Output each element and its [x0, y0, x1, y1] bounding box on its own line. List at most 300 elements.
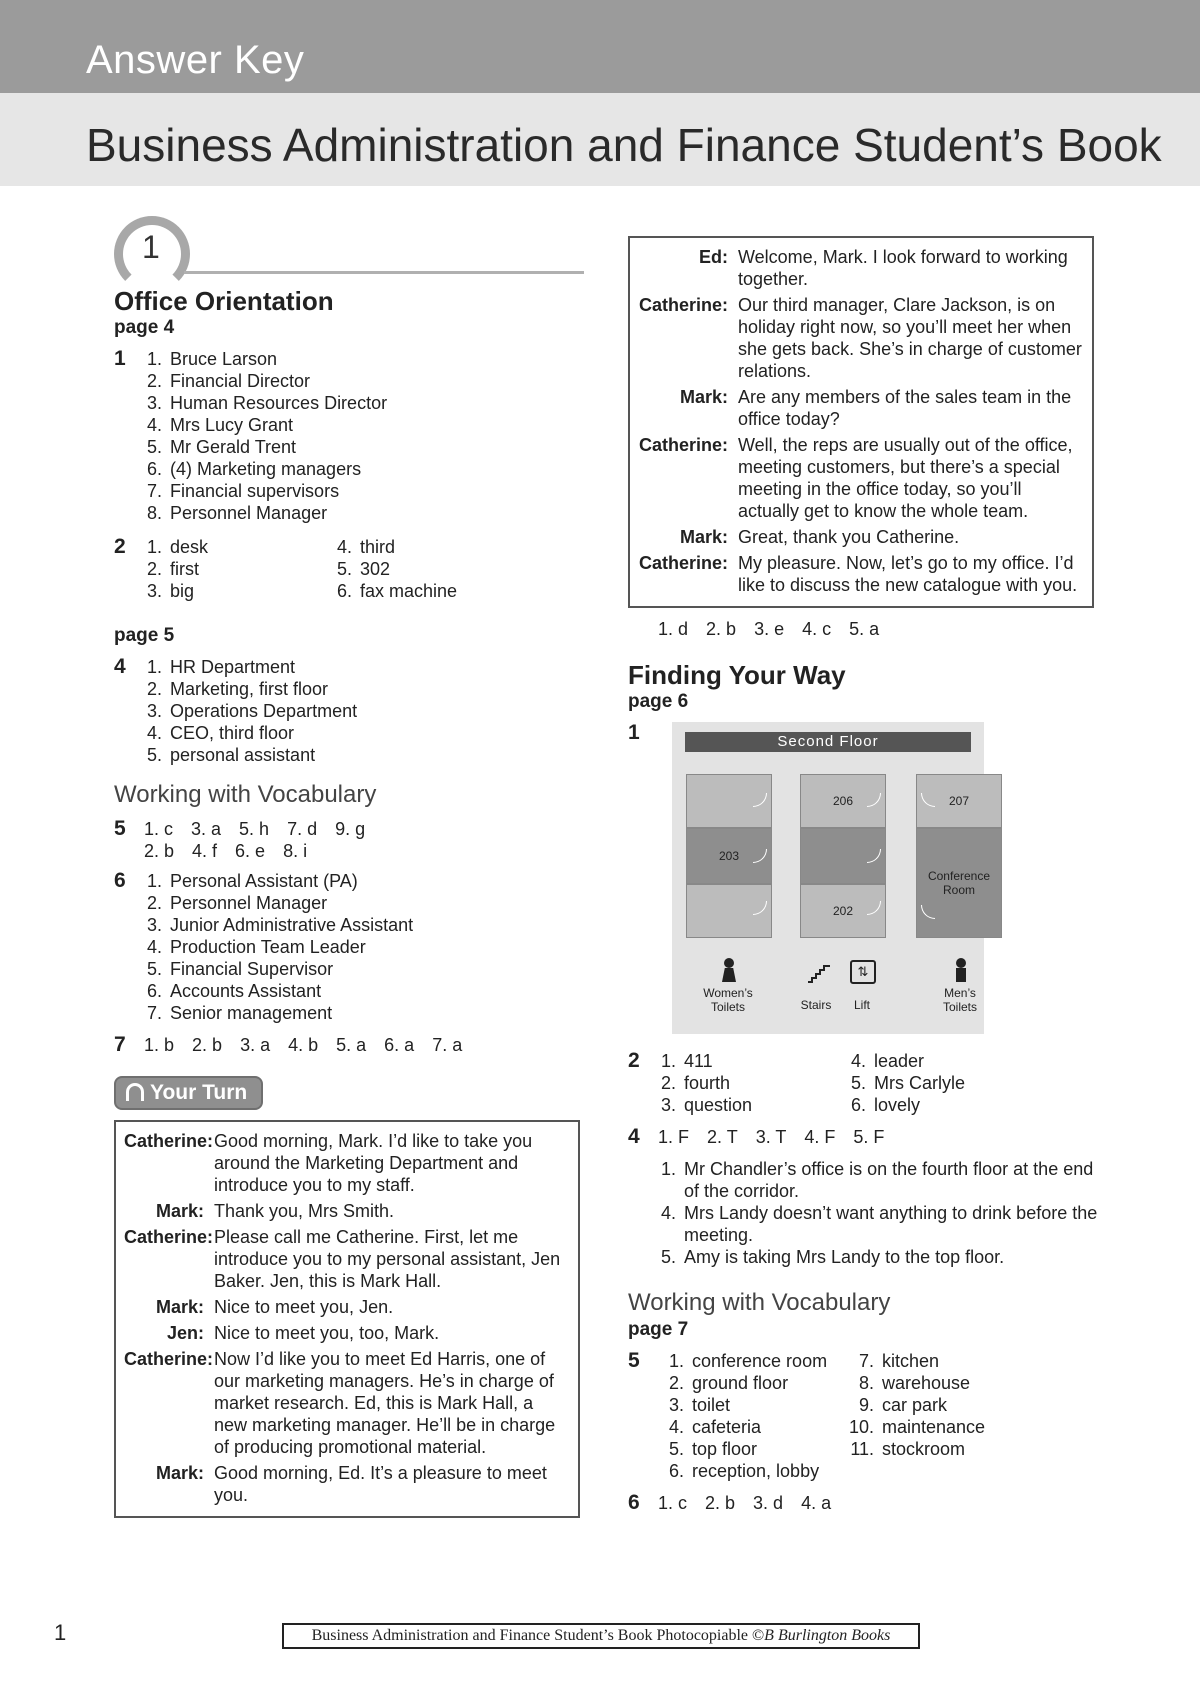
answer-list: [144, 656, 584, 766]
speaker-name: Catherine:: [124, 1349, 214, 1369]
list-item: [658, 1372, 848, 1394]
item-text: Marketing, first floor: [170, 679, 329, 699]
dialogue-text: My pleasure. Now, let’s go to my office. I’d like to discuss the new catalogue with you.: [738, 553, 1078, 595]
item-number: 6.: [850, 1095, 866, 1115]
list-item: [848, 1094, 1038, 1116]
item-text: Personal Assistant (PA): [170, 871, 358, 891]
page-label: page 5: [114, 625, 175, 646]
unit-rule: [184, 271, 584, 274]
item-text: Personnel Manager: [170, 893, 328, 913]
answer: 2. b: [192, 1035, 223, 1055]
dialogue-line: [124, 1296, 570, 1318]
exercise-number: 6: [114, 869, 126, 892]
item-number: 1.: [146, 537, 162, 557]
exercise-number: 1: [628, 721, 640, 744]
answer: 5. F: [853, 1127, 885, 1147]
answer: 3. a: [240, 1035, 271, 1055]
speaker-name: Mark:: [155, 1463, 204, 1483]
dialogue-text: Nice to meet you, Jen.: [214, 1297, 394, 1317]
publisher-name: B Burlington Books: [764, 1627, 891, 1644]
footer-text: Business Administration and Finance Student’s Book Photocopiable ©: [311, 1627, 765, 1644]
speaker-name: Mark:: [155, 1297, 204, 1317]
dialogue-text: Are any members of the sales team in the office today?: [738, 387, 1072, 429]
answer: 6. e: [235, 841, 266, 861]
dialogue-box: [114, 1120, 580, 1518]
list-item: [144, 436, 584, 458]
speaker-name: Catherine:: [638, 295, 728, 315]
exercise-2: [628, 1050, 1098, 1116]
dialogue-text: Good morning, Ed. It’s a pleasure to meet you.: [214, 1463, 547, 1505]
men-toilet-icon: [954, 958, 968, 982]
item-number: 5.: [668, 1439, 684, 1459]
floor-plan: [672, 722, 991, 1034]
dialogue-text: Welcome, Mark. I look forward to working together.: [738, 247, 1068, 289]
item-number: 2.: [146, 893, 162, 913]
exercise-6: [114, 870, 584, 1024]
list-item: [848, 1350, 1038, 1372]
dialogue-line: [124, 1226, 570, 1292]
item-text: Personnel Manager: [170, 503, 328, 523]
exercise-number: 4: [114, 655, 126, 678]
answer: 3. a: [191, 819, 222, 839]
item-number: 4.: [146, 937, 162, 957]
item-number: 5.: [146, 437, 162, 457]
answer: 4. c: [802, 619, 832, 639]
answer-row: [628, 618, 1098, 640]
list-item: [144, 700, 584, 722]
list-item: [658, 1050, 848, 1072]
item-number: 1.: [146, 349, 162, 369]
item-number: 1.: [660, 1159, 676, 1179]
dialogue-text: Our third manager, Clare Jackson, is on holiday right now, so you’ll meet her when she gets back. She’s in charge of customer relations.: [738, 295, 1082, 381]
list-item: [334, 580, 524, 602]
answer: 9. g: [335, 819, 366, 839]
answer: 3. T: [755, 1127, 787, 1147]
dialogue-line: [638, 246, 1084, 290]
list-item: [658, 1094, 848, 1116]
list-item: [144, 980, 584, 1002]
dialogue-box: [628, 236, 1094, 608]
answer-key-label: Answer Key: [86, 38, 305, 82]
item-number: 5.: [336, 559, 352, 579]
answer-column: [334, 536, 524, 602]
answer-columns: [658, 1050, 1098, 1116]
item-number: 8.: [858, 1373, 874, 1393]
room: [686, 884, 772, 938]
answer-columns: [144, 536, 584, 602]
item-number: 4.: [660, 1203, 676, 1223]
list-item: [144, 458, 584, 480]
item-text: Accounts Assistant: [170, 981, 322, 1001]
list-item: [848, 1416, 1038, 1438]
item-text: top floor: [692, 1439, 758, 1459]
dialogue-text: Now I’d like you to meet Ed Harris, one of our marketing managers. He’s in charge of market research. Ed, this is Mark Hall, a new marketing manager. He’ll be in charge of producing promotional material.: [214, 1349, 556, 1457]
list-item: [144, 678, 584, 700]
list-item: [144, 958, 584, 980]
answer-grid: [144, 818, 584, 862]
room-202: [800, 884, 886, 938]
answer-block: [658, 1126, 1098, 1268]
item-number: 5.: [146, 745, 162, 765]
correction-item: [658, 1246, 1098, 1268]
list-item: [658, 1072, 848, 1094]
item-number: 1.: [146, 657, 162, 677]
item-text: 302: [360, 559, 391, 579]
item-text: CEO, third floor: [170, 723, 295, 743]
answer-list: [144, 870, 584, 1024]
item-text: (4) Marketing managers: [170, 459, 362, 479]
item-number: 6.: [336, 581, 352, 601]
answer-column: [658, 1050, 848, 1116]
item-number: 10.: [848, 1417, 874, 1437]
speaker-name: Mark:: [679, 527, 728, 547]
item-text: Operations Department: [170, 701, 358, 721]
correction-item: [658, 1202, 1098, 1246]
list-item: [144, 892, 584, 914]
answer: 4. b: [288, 1035, 319, 1055]
exercise-2: [114, 536, 584, 602]
answer: 2. b: [705, 1493, 736, 1513]
list-item: [144, 656, 584, 678]
answer: 1. c: [144, 819, 174, 839]
item-text: Senior management: [170, 1003, 333, 1023]
your-turn-label: Your Turn: [150, 1081, 248, 1104]
list-item: [658, 1416, 848, 1438]
speaker-name: Catherine:: [124, 1227, 214, 1247]
answer-row: [144, 1034, 584, 1056]
left-column: [114, 214, 584, 1518]
list-item: [334, 558, 524, 580]
item-number: 6.: [146, 459, 162, 479]
list-item: [144, 536, 334, 558]
item-text: ground floor: [692, 1373, 789, 1393]
exercise-number: 1: [114, 347, 126, 370]
list-item: [658, 1460, 848, 1482]
answer-list: [144, 348, 584, 524]
list-item: [848, 1072, 1038, 1094]
list-item: [658, 1350, 848, 1372]
item-text: warehouse: [882, 1373, 971, 1393]
list-item: [144, 936, 584, 958]
item-number: 4.: [146, 723, 162, 743]
page-label: page 4: [114, 317, 175, 338]
answer-column: [144, 536, 334, 602]
answer-row: [658, 1126, 1098, 1148]
list-item: [144, 392, 584, 414]
item-text: 411: [684, 1051, 713, 1071]
item-number: 3.: [146, 581, 162, 601]
unit-badge: [114, 214, 574, 284]
lift-label: Lift: [853, 998, 870, 1012]
answer: 2. T: [707, 1127, 738, 1147]
speaker-name: Jen:: [166, 1323, 204, 1343]
item-number: 6.: [668, 1461, 684, 1481]
exercise-4: [114, 656, 584, 766]
item-text: conference room: [692, 1351, 828, 1371]
list-item: [144, 414, 584, 436]
vocabulary-heading: Working with Vocabulary: [114, 781, 377, 808]
door-icon: [921, 793, 935, 807]
item-number: 2.: [146, 679, 162, 699]
item-text: car park: [882, 1395, 948, 1415]
dialogue-line: [638, 552, 1084, 596]
unit-title: Office Orientation: [114, 286, 334, 316]
answer: 3. d: [753, 1493, 784, 1513]
item-text: big: [170, 581, 195, 601]
list-item: [848, 1050, 1038, 1072]
list-item: [144, 744, 584, 766]
list-item: [144, 502, 584, 524]
item-number: 8.: [146, 503, 162, 523]
conference-room: [916, 828, 1002, 938]
answer: 1. F: [658, 1127, 690, 1147]
answer: 8. i: [283, 841, 308, 861]
correction-item: [658, 1158, 1098, 1202]
list-item: [334, 536, 524, 558]
dialogue-text: Good morning, Mark. I’d like to take you around the Marketing Department and introduce you to my staff.: [214, 1131, 533, 1195]
door-icon: [753, 849, 767, 863]
list-item: [144, 914, 584, 936]
item-text: cafeteria: [692, 1417, 762, 1437]
section-title: Finding Your Way: [628, 660, 846, 690]
right-column: [628, 236, 1098, 1514]
speaker-name: Catherine:: [638, 553, 728, 573]
exercise-number: 4: [628, 1125, 640, 1148]
answer: 2. b: [144, 841, 175, 861]
door-icon: [753, 901, 767, 915]
item-number: 3.: [146, 393, 162, 413]
item-number: 1.: [146, 871, 162, 891]
item-number: 5.: [850, 1073, 866, 1093]
door-icon: [921, 905, 935, 919]
room-206: [800, 774, 886, 828]
vocabulary-heading: Working with Vocabulary: [628, 1289, 891, 1316]
item-text: Financial Director: [170, 371, 311, 391]
item-number: 4.: [850, 1051, 866, 1071]
item-text: fax machine: [360, 581, 458, 601]
speaker-name: Catherine:: [638, 435, 728, 455]
item-text: leader: [874, 1051, 925, 1071]
answer: 4. F: [804, 1127, 836, 1147]
item-text: personal assistant: [170, 745, 316, 765]
item-number: 2.: [668, 1373, 684, 1393]
exercise-5: [628, 1350, 1098, 1482]
answer: 4. a: [801, 1493, 832, 1513]
item-text: Junior Administrative Assistant: [170, 915, 414, 935]
item-text: Mr Chandler’s office is on the fourth floor at the end of the corridor.: [684, 1159, 1094, 1201]
correction-list: [658, 1158, 1098, 1268]
answer-columns: [658, 1350, 1098, 1482]
door-icon: [867, 793, 881, 807]
answer: 6. a: [384, 1035, 415, 1055]
item-number: 7.: [146, 481, 162, 501]
answer: 1. b: [144, 1035, 175, 1055]
room: [686, 774, 772, 828]
item-text: stockroom: [882, 1439, 966, 1459]
women-toilet-icon: [722, 958, 736, 982]
answer-row: [144, 818, 584, 840]
room-label: 207: [948, 794, 970, 808]
item-number: 4.: [668, 1417, 684, 1437]
answer-column: [658, 1350, 848, 1482]
room-label: Conference Room: [927, 869, 991, 897]
room: [800, 828, 886, 884]
answer: 4. f: [192, 841, 218, 861]
item-text: desk: [170, 537, 209, 557]
answer: 5. a: [336, 1035, 367, 1055]
book-title: Business Administration and Finance Student’s Book: [86, 119, 1162, 171]
your-turn-badge: [114, 1076, 263, 1110]
item-number: 2.: [146, 371, 162, 391]
item-text: Mrs Lucy Grant: [170, 415, 294, 435]
room-label: 206: [832, 794, 854, 808]
exercise-number: 5: [628, 1349, 640, 1372]
answer: 7. d: [287, 819, 318, 839]
dialogue-line: [124, 1130, 570, 1196]
answer: 1. c: [658, 1493, 688, 1513]
item-text: toilet: [692, 1395, 731, 1415]
item-text: third: [360, 537, 396, 557]
answer: 3. e: [754, 619, 785, 639]
answer: 1. d: [658, 619, 689, 639]
answer: 7. a: [432, 1035, 463, 1055]
dialogue-text: Nice to meet you, too, Mark.: [214, 1323, 440, 1343]
item-text: Mrs Carlyle: [874, 1073, 966, 1093]
item-number: 3.: [668, 1395, 684, 1415]
list-item: [144, 370, 584, 392]
exercise-number: 5: [114, 817, 126, 840]
item-number: 5.: [146, 959, 162, 979]
page-number: 1: [54, 1620, 67, 1645]
item-number: 7.: [146, 1003, 162, 1023]
footer-copyright: [282, 1623, 920, 1649]
dialogue-text: Thank you, Mrs Smith.: [214, 1201, 395, 1221]
item-number: 11.: [850, 1439, 874, 1459]
speaker-name: Mark:: [155, 1201, 204, 1221]
item-text: maintenance: [882, 1417, 986, 1437]
dialogue-line: [124, 1200, 570, 1222]
item-text: HR Department: [170, 657, 296, 677]
answer: 2. b: [706, 619, 737, 639]
item-text: Financial supervisors: [170, 481, 340, 501]
lift-icon: ⇅: [850, 960, 876, 984]
answer: 5. h: [239, 819, 270, 839]
item-text: Human Resources Director: [170, 393, 388, 413]
item-text: question: [684, 1095, 753, 1115]
item-text: Financial Supervisor: [170, 959, 334, 979]
item-number: 7.: [858, 1351, 874, 1371]
womens-toilets-label: Women’s Toilets: [703, 986, 753, 1014]
exercise-number: 7: [114, 1033, 126, 1056]
speaker-name: Catherine:: [124, 1131, 214, 1151]
exercise-number: 6: [628, 1491, 640, 1514]
stairs-icon: [806, 962, 832, 984]
item-number: 5.: [660, 1247, 676, 1267]
exercise-7: [114, 1034, 584, 1056]
list-item: [144, 580, 334, 602]
door-icon: [753, 793, 767, 807]
stairs-label: Stairs: [800, 998, 832, 1012]
mens-toilets-label: Men’s Toilets: [942, 986, 977, 1014]
item-text: fourth: [684, 1073, 731, 1093]
answer-column: [848, 1350, 1038, 1482]
list-item: [144, 348, 584, 370]
exercise-number: 2: [114, 535, 126, 558]
answer-row: [658, 1492, 1098, 1514]
list-item: [658, 1394, 848, 1416]
answer: 5. a: [849, 619, 880, 639]
unit-number: 1: [142, 229, 160, 265]
item-number: 3.: [660, 1095, 676, 1115]
item-number: 3.: [146, 915, 162, 935]
item-number: 9.: [858, 1395, 874, 1415]
item-number: 4.: [336, 537, 352, 557]
exercise-6: [628, 1492, 1098, 1514]
dialogue-line: [638, 386, 1084, 430]
item-number: 6.: [146, 981, 162, 1001]
room-label: 203: [718, 849, 740, 863]
item-text: first: [170, 559, 199, 579]
item-number: 2.: [660, 1073, 676, 1093]
dialogue-line: [124, 1348, 570, 1458]
item-text: kitchen: [882, 1351, 940, 1371]
room-203: [686, 828, 772, 884]
dialogue-text: Well, the reps are usually out of the office, meeting customers, but there’s a special meeting in the office today, so you’ll actually get to know the whole team.: [738, 435, 1073, 521]
item-text: Production Team Leader: [170, 937, 366, 957]
dialogue-line: [124, 1322, 570, 1344]
page-label: page 6: [628, 691, 689, 712]
speaker-name: Ed:: [699, 247, 728, 267]
dialogue-text: Great, thank you Catherine.: [738, 527, 960, 547]
dialogue-line: [124, 1462, 570, 1506]
speaker-name: Mark:: [679, 387, 728, 407]
list-item: [144, 722, 584, 744]
item-text: Amy is taking Mrs Landy to the top floor.: [684, 1247, 1005, 1267]
room-label: 202: [832, 904, 854, 918]
item-text: reception, lobby: [692, 1461, 820, 1481]
list-item: [848, 1372, 1038, 1394]
item-text: Bruce Larson: [170, 349, 278, 369]
item-number: 3.: [146, 701, 162, 721]
item-text: Mr Gerald Trent: [170, 437, 297, 457]
item-number: 1.: [668, 1351, 684, 1371]
exercise-1: [114, 348, 584, 524]
answer-column: [848, 1050, 1038, 1116]
exercise-number: 2: [628, 1049, 640, 1072]
dialogue-line: [638, 434, 1084, 522]
item-number: 4.: [146, 415, 162, 435]
dialogue-line: [638, 294, 1084, 382]
list-item: [848, 1394, 1038, 1416]
item-number: 2.: [146, 559, 162, 579]
door-icon: [867, 901, 881, 915]
answer-row: [144, 840, 584, 862]
dialogue-line: [638, 526, 1084, 548]
exercise-5: [114, 818, 584, 862]
headset-icon: [126, 1083, 144, 1101]
list-item: [144, 1002, 584, 1024]
list-item: [144, 870, 584, 892]
item-text: lovely: [874, 1095, 921, 1115]
list-item: [658, 1438, 848, 1460]
page-label: page 7: [628, 1319, 689, 1340]
list-item: [144, 558, 334, 580]
list-item: [848, 1438, 1038, 1460]
room-207: [916, 774, 1002, 828]
item-number: 1.: [660, 1051, 676, 1071]
item-text: Mrs Landy doesn’t want anything to drink before the meeting.: [684, 1203, 1098, 1245]
exercise-4: [628, 1126, 1098, 1268]
